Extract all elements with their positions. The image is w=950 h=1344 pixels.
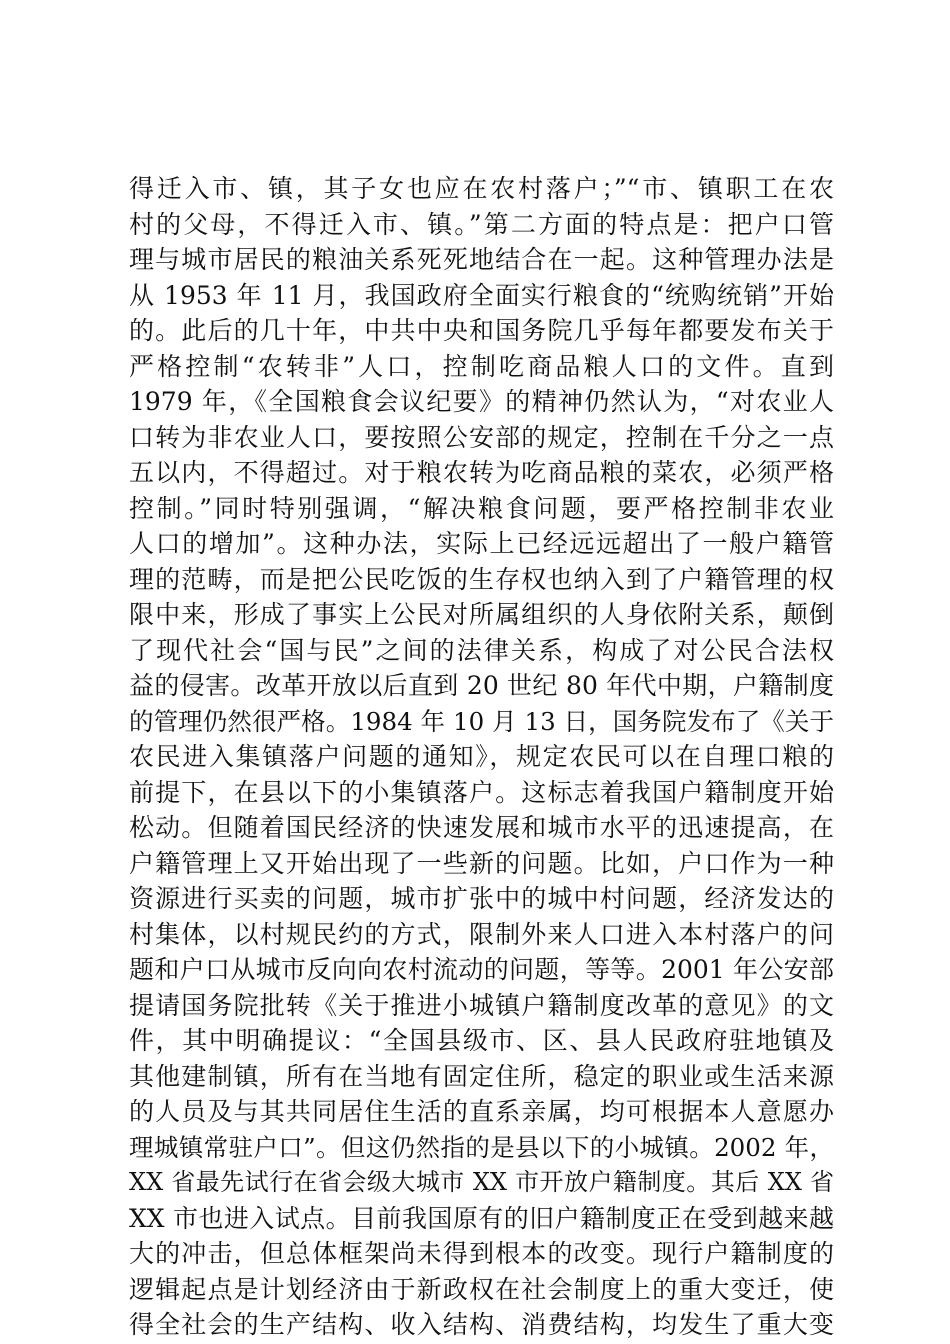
body-text — [129, 171, 834, 1343]
text-line: 五以内，不得超过。对于粮农转为吃商品粮的菜农，必须严格 — [129, 458, 834, 487]
text-line: 益的侵害。改革开放以后直到 20 世纪 80 年代中期，户籍制度 — [129, 671, 834, 700]
text-line: 其他建制镇，所有在当地有固定住所，稳定的职业或生活来源 — [129, 1061, 834, 1091]
text-line: 的管理仍然很严格。1984 年 10 月 13 日，国务院发布了《关于 — [129, 706, 834, 736]
text-line: XX 市也进入试点。目前我国原有的旧户籍制度正在受到越来越 — [129, 1203, 834, 1233]
text-line: 户籍管理上又开始出现了一些新的问题。比如，户口作为一种 — [129, 848, 834, 878]
text-line: 控制。”同时特别强调，“解决粮食问题，要严格控制非农业 — [129, 493, 834, 523]
text-line: 从 1953 年 11 月，我国政府全面实行粮食的“统购统销”开始 — [129, 280, 834, 310]
text-line: 限中来，形成了事实上公民对所属组织的人身依附关系，颠倒 — [129, 600, 834, 629]
text-line: 松动。但随着国民经济的快速发展和城市水平的迅速提高，在 — [129, 813, 834, 842]
text-line: 得全社会的生产结构、收入结构、消费结构，均发生了重大变 — [129, 1310, 834, 1339]
text-line: 前提下，在县以下的小集镇落户。这标志着我国户籍制度开始 — [129, 777, 834, 807]
text-line: 严格控制“农转非”人口，控制吃商品粮人口的文件。直到 — [129, 351, 834, 381]
text-line: 村的父母，不得迁入市、镇。”第二方面的特点是：把户口管 — [129, 209, 834, 239]
text-line: 村集体，以村规民约的方式，限制外来人口进入本村落户的问 — [129, 919, 834, 949]
text-line: 口转为非农业人口，要按照公安部的规定，控制在千分之一点 — [129, 422, 834, 452]
text-line: 1979 年，《全国粮食会议纪要》的精神仍然认为，“对农业人 — [129, 387, 834, 416]
text-line: 了现代社会“国与民”之间的法律关系，构成了对公民合法权 — [129, 635, 834, 665]
text-line: 农民进入集镇落户问题的通知》，规定农民可以在自理口粮的 — [129, 742, 834, 771]
text-line: 理城镇常驻户口”。但这仍然指的是县以下的小城镇。2002 年， — [129, 1132, 834, 1162]
text-line: 逻辑起点是计划经济由于新政权在社会制度上的重大变迁，使 — [129, 1274, 834, 1304]
text-line: 的人员及与其共同居住生活的直系亲属，均可根据本人意愿办 — [129, 1097, 834, 1126]
text-line: XX 省最先试行在省会级大城市 XX 市开放户籍制度。其后 XX 省 — [129, 1168, 834, 1196]
text-line: 的。此后的几十年，中共中央和国务院几乎每年都要发布关于 — [129, 316, 834, 345]
text-line: 得迁入市、镇，其子女也应在农村落户；”“市、镇职工在农 — [129, 174, 834, 203]
text-line: 题和户口从城市反向向农村流动的问题，等等。2001 年公安部 — [129, 955, 834, 984]
text-line: 资源进行买卖的问题，城市扩张中的城中村问题，经济发达的 — [129, 884, 834, 913]
text-line: 件，其中明确提议：“全国县级市、区、县人民政府驻地镇及 — [129, 1026, 834, 1055]
text-line: 大的冲击，但总体框架尚未得到根本的改变。现行户籍制度的 — [129, 1239, 834, 1268]
text-line: 提请国务院批转《关于推进小城镇户籍制度改革的意见》的文 — [129, 990, 834, 1020]
text-line: 人口的增加”。这种办法，实际上已经远远超出了一般户籍管 — [129, 529, 834, 558]
text-line: 理的范畴，而是把公民吃饭的生存权也纳入到了户籍管理的权 — [129, 564, 834, 594]
text-line: 理与城市居民的粮油关系死死地结合在一起。这种管理办法是 — [129, 245, 834, 274]
